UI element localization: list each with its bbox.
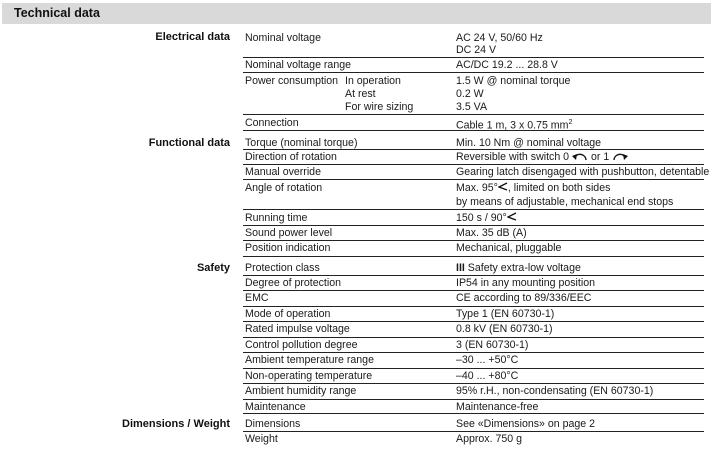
- row-value: Cable 1 m, 3 x 0.75 $mm^2$: [456, 119, 573, 132]
- row-value: 3 (EN 60730-1): [456, 339, 529, 351]
- row-value: 0.2 W: [456, 88, 484, 100]
- table-row: [243, 135, 704, 150]
- row-label: Position indication: [245, 242, 331, 254]
- row-label: Dimensions: [245, 418, 301, 430]
- row-label: Non-operating temperature: [245, 370, 373, 382]
- row-value: Min. 10 Nm @ nominal voltage: [456, 137, 602, 149]
- row-value: AC/DC 19.2 ... 28.8 V: [456, 59, 558, 71]
- row-label: Nominal voltage range: [245, 59, 351, 71]
- row-value: Max. 35 dB (A): [456, 227, 527, 239]
- row-value: AC 24 V, 50/60 Hz: [456, 32, 543, 44]
- table-row: [243, 384, 704, 400]
- row-sublabel: At rest: [345, 88, 376, 100]
- table-row: [243, 353, 704, 369]
- angle-icon: [507, 212, 517, 221]
- table-row: [243, 73, 704, 115]
- section-header: [2, 3, 711, 24]
- row-value: Mechanical, pluggable: [456, 242, 562, 254]
- table-row: [243, 165, 710, 180]
- table-row: [243, 369, 704, 384]
- row-label: Sound power level: [245, 227, 333, 239]
- row-label: Rated impulse voltage: [245, 323, 350, 335]
- row-label: Maintenance: [245, 401, 306, 413]
- row-label: Control pollution degree: [245, 339, 358, 351]
- table-row: [243, 150, 704, 165]
- table-row: [243, 307, 704, 322]
- section-functional-data: Functional data: [148, 137, 230, 149]
- row-label: Connection: [245, 117, 299, 129]
- table-row: [243, 210, 704, 226]
- protection-class-symbol: III: [456, 262, 465, 274]
- table-row: [243, 115, 704, 131]
- table-row: [243, 432, 704, 446]
- table-row: [243, 30, 704, 58]
- row-value: 0.8 kV (EN 60730-1): [456, 323, 553, 335]
- table-row: [243, 180, 704, 210]
- row-value: See «Dimensions» on page 2: [456, 418, 595, 430]
- row-sublabel: For wire sizing: [345, 101, 414, 113]
- row-value: by means of adjustable, mechanical end stops: [456, 196, 674, 208]
- section-electrical-data: Electrical data: [155, 31, 230, 43]
- section-dimensions-weight: Dimensions / Weight: [122, 418, 230, 430]
- row-label: Manual override: [245, 166, 321, 178]
- row-value: Reversible with switch 0 or 1: [456, 150, 628, 164]
- rotate-counterclockwise-icon: [572, 151, 588, 161]
- table-row: [243, 400, 704, 414]
- row-value: –40 ... +80°C: [456, 370, 519, 382]
- row-value: CE according to 89/336/EEC: [456, 292, 592, 304]
- row-label: Mode of operation: [245, 308, 331, 320]
- row-label: Ambient humidity range: [245, 385, 357, 397]
- rotate-clockwise-icon: [612, 151, 628, 161]
- row-value: 95% r.H., non-condensating (EN 60730-1): [456, 385, 654, 397]
- row-value: Maintenance-free: [456, 401, 539, 413]
- row-value: Type 1 (EN 60730-1): [456, 308, 555, 320]
- row-value: IP54 in any mounting position: [456, 277, 595, 289]
- row-value: –30 ... +50°C: [456, 354, 519, 366]
- table-row: [243, 338, 704, 353]
- table-row: [243, 241, 704, 257]
- table-row: [243, 322, 704, 338]
- page-title: Technical data: [14, 6, 100, 20]
- row-label: Nominal voltage: [245, 32, 321, 44]
- row-label: Protection class: [245, 262, 320, 274]
- row-label: Angle of rotation: [245, 182, 323, 194]
- row-value: Approx. 750 g: [456, 433, 522, 445]
- row-value: Gearing latch disengaged with pushbutton, detentable: [456, 166, 710, 178]
- row-value: III Safety extra-low voltage: [456, 262, 581, 274]
- row-value: DC 24 V: [456, 44, 497, 56]
- table-row: [243, 291, 704, 307]
- row-label: Torque (nominal torque): [245, 137, 358, 149]
- row-value: Max. 95° , limited on both sides: [456, 182, 611, 194]
- row-label: Degree of protection: [245, 277, 341, 289]
- row-label: Power consumption: [245, 75, 339, 87]
- row-label: Weight: [245, 433, 278, 445]
- row-value: 3.5 VA: [456, 101, 488, 113]
- row-label: Ambient temperature range: [245, 354, 374, 366]
- row-value: 1.5 W @ nominal torque: [456, 75, 571, 87]
- angle-icon: [498, 182, 508, 191]
- row-label: Running time: [245, 212, 308, 224]
- table-row: [243, 276, 704, 291]
- table-row: [243, 58, 704, 73]
- table-row: [243, 226, 704, 241]
- section-safety: Safety: [196, 262, 230, 274]
- row-sublabel: In operation: [345, 75, 401, 87]
- row-value: 150 s / 90°: [456, 211, 517, 225]
- row-label: Direction of rotation: [245, 151, 337, 163]
- row-label: EMC: [245, 292, 269, 304]
- table-row: [243, 260, 704, 276]
- table-row: [243, 417, 704, 432]
